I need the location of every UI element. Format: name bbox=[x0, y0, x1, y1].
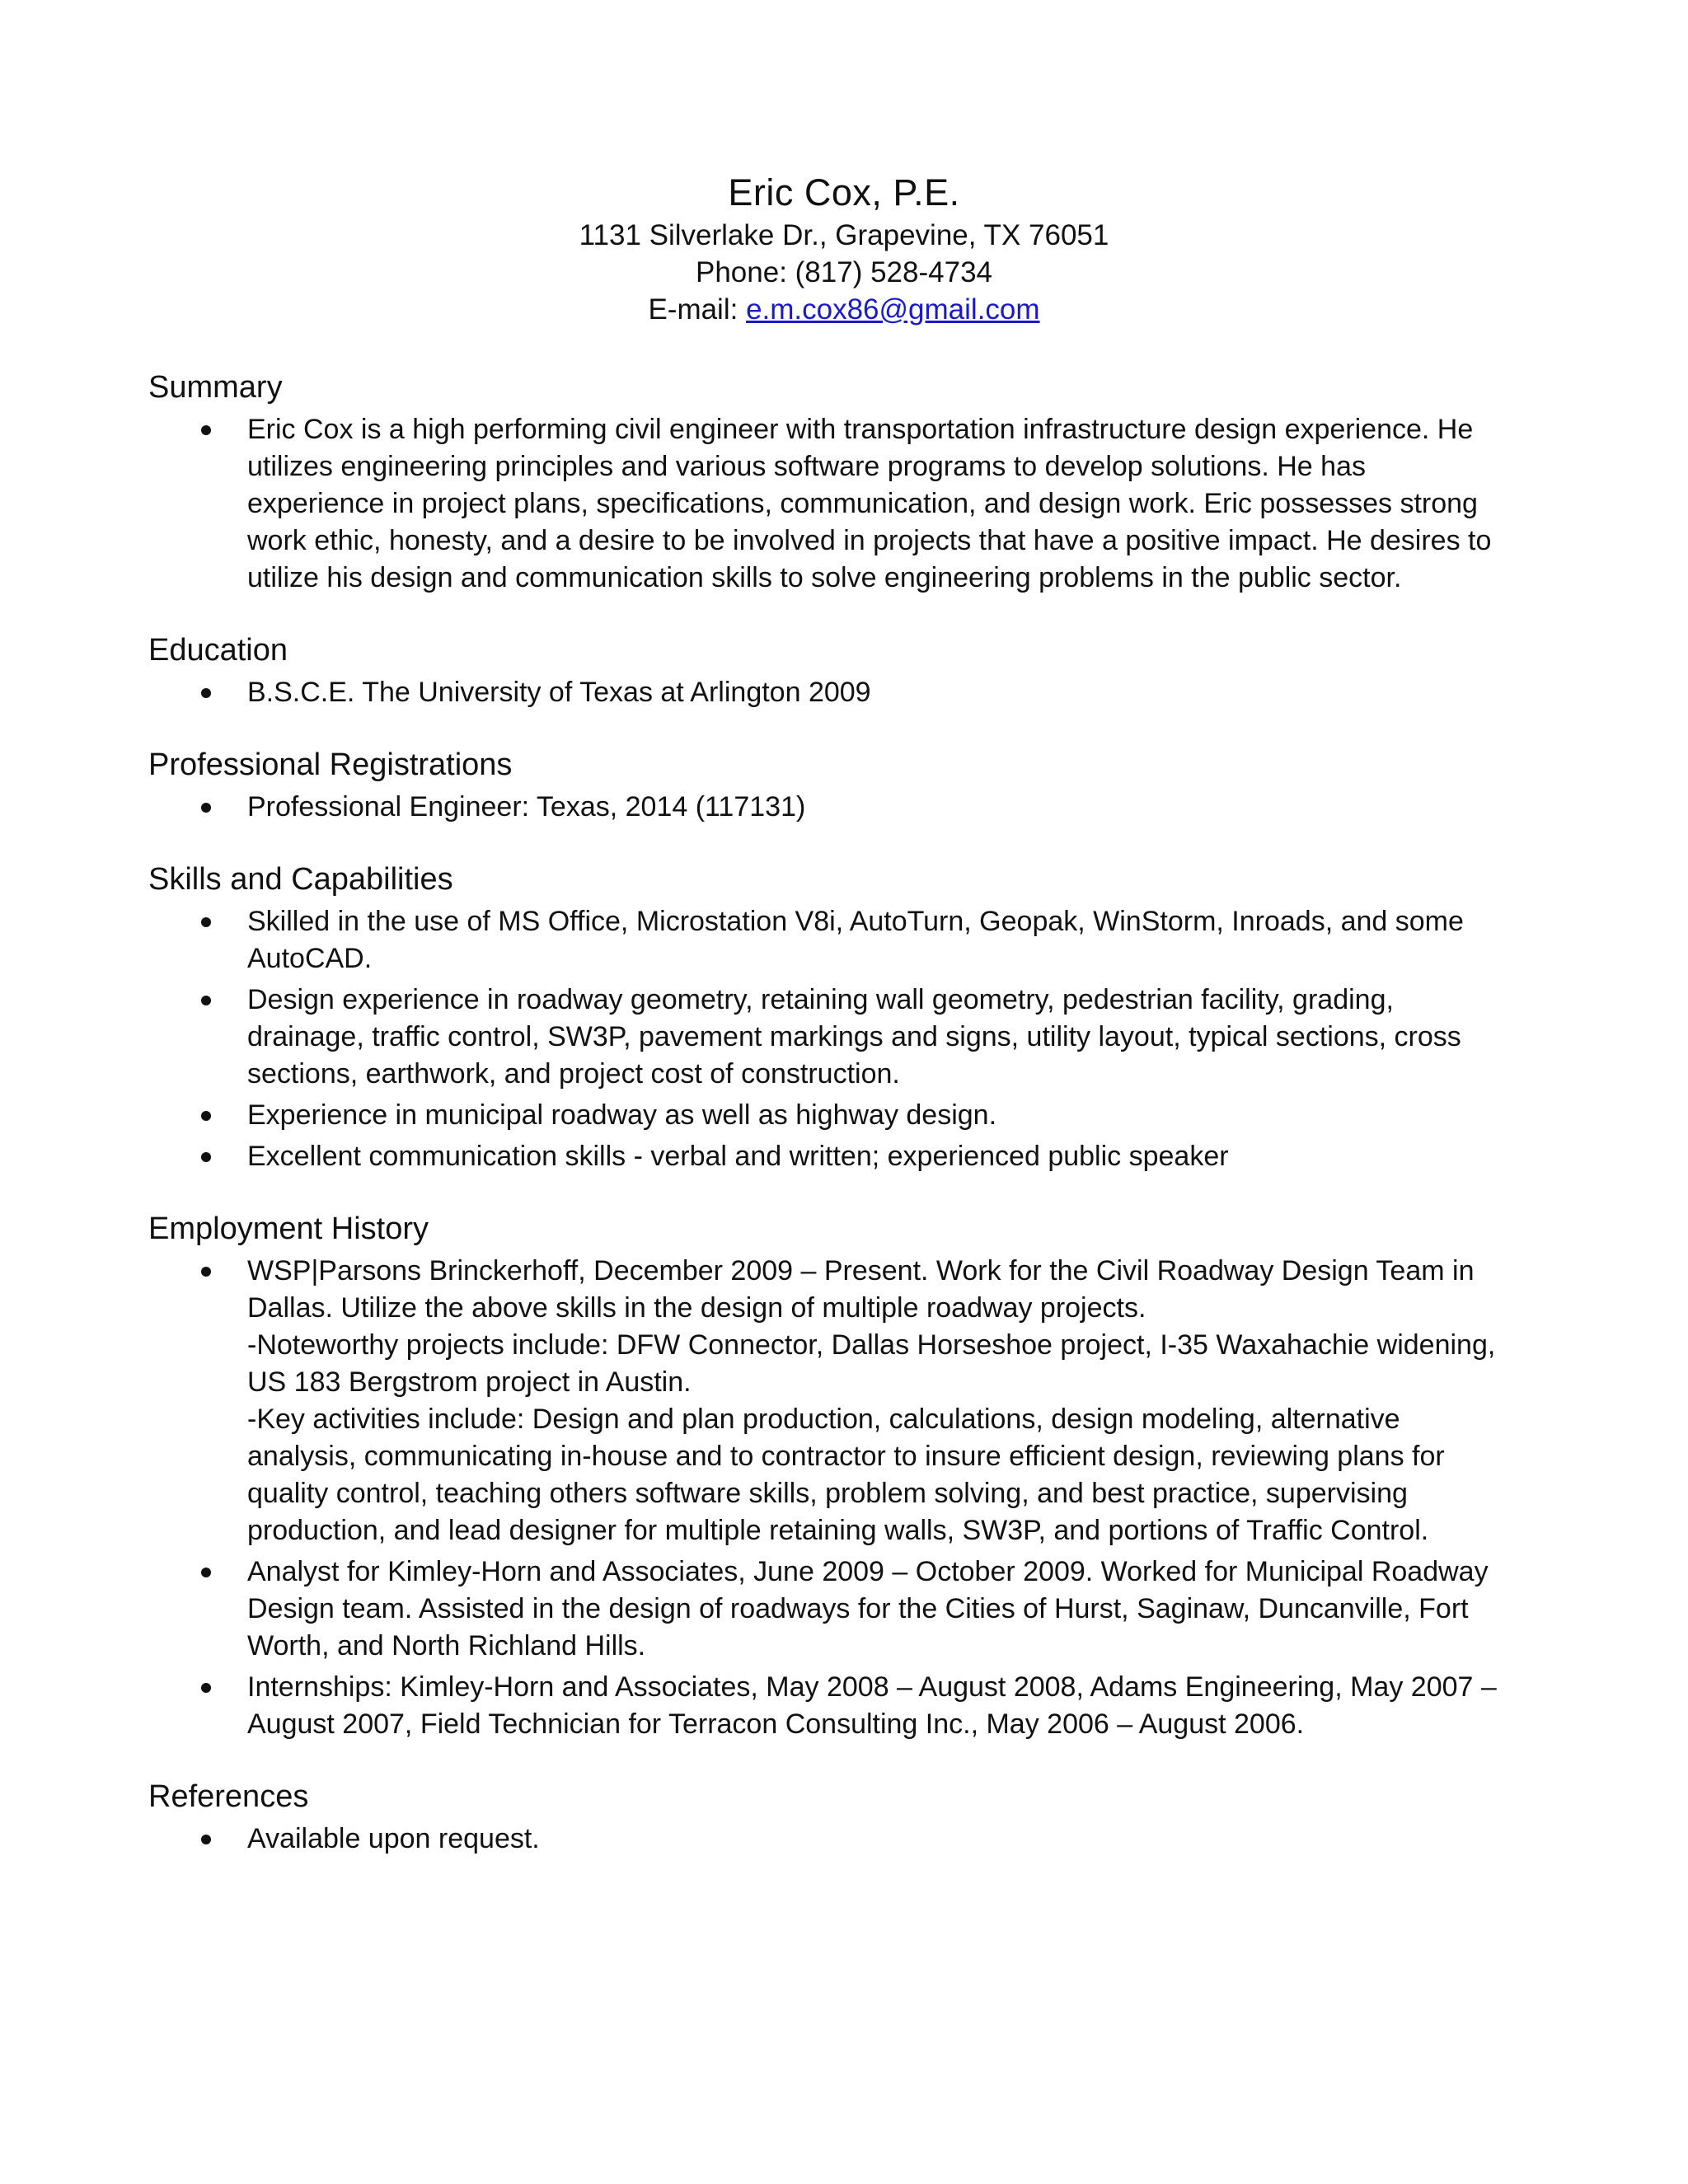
list-item bbox=[148, 1669, 1508, 1743]
list-item-text: Experience in municipal roadway as well as highway design. bbox=[247, 1099, 997, 1131]
wsp-activities-text: -Key activities include: Design and plan production, calculations, design modeling, alternative analysis, communicating in-house and to contractor to insure efficient design, reviewing plans for quality control, teaching others software skills, problem solving, and best practice, supervising production, and lead designer for multiple retaining walls, SW3P, and portions of Traffic Control. bbox=[247, 1404, 1445, 1546]
bullet-icon bbox=[201, 425, 211, 435]
email-link[interactable]: e.m.cox86@gmail.com bbox=[746, 293, 1040, 326]
list-item-text: Professional Engineer: Texas, 2014 (117131) bbox=[247, 791, 806, 823]
email-line bbox=[0, 291, 1688, 328]
employment-list bbox=[148, 1253, 1508, 1743]
references-section bbox=[148, 1776, 1508, 1858]
wsp-projects-text: -Noteworthy projects include: DFW Connector, Dallas Horseshoe project, I-35 Waxahachie widening, US 183 Bergstrom project in Austin. bbox=[247, 1329, 1496, 1398]
list-item-text: Available upon request. bbox=[247, 1823, 540, 1854]
bullet-icon bbox=[201, 1152, 211, 1162]
resume-header bbox=[0, 169, 1688, 328]
references-list bbox=[148, 1821, 1508, 1858]
section-title-references: References bbox=[148, 1779, 309, 1814]
list-item-text: Skilled in the use of MS Office, Microstation V8i, AutoTurn, Geopak, WinStorm, Inroads, and some AutoCAD. bbox=[247, 906, 1464, 974]
phone-line: Phone: (817) 528-4734 bbox=[696, 256, 992, 288]
summary-section bbox=[148, 367, 1508, 597]
section-title-skills: Skills and Capabilities bbox=[148, 862, 453, 897]
wsp-intro-text: WSP|Parsons Brinckerhoff, December 2009 – Present. Work for the Civil Roadway Design Team in Dallas. Utilize the above skills in the design of multiple roadway projects. bbox=[247, 1255, 1475, 1324]
list-item bbox=[148, 411, 1508, 597]
list-item-text: Eric Cox is a high performing civil engineer with transportation infrastructure design experience. He utilizes engineering principles and various software programs to develop solutions. He has experience in project plans, specifications, communication, and design work. Eric possesses strong work ethic, honesty, and a desire to be involved in projects that have a positive impact. He desires to utilize his design and communication skills to solve engineering problems in the public sector. bbox=[247, 414, 1492, 593]
list-item bbox=[148, 1138, 1508, 1175]
section-title-summary: Summary bbox=[148, 370, 283, 405]
skills-list bbox=[148, 903, 1508, 1175]
candidate-name: Eric Cox, P.E. bbox=[728, 171, 960, 213]
employment-section bbox=[148, 1208, 1508, 1743]
resume-body bbox=[148, 367, 1508, 1891]
list-item bbox=[148, 674, 1508, 711]
registrations-list bbox=[148, 789, 1508, 826]
bullet-icon bbox=[201, 1111, 211, 1121]
section-title-education: Education bbox=[148, 633, 288, 668]
bullet-icon bbox=[201, 1568, 211, 1577]
bullet-icon bbox=[201, 688, 211, 698]
bullet-icon bbox=[201, 917, 211, 927]
list-item bbox=[148, 1821, 1508, 1858]
education-list bbox=[148, 674, 1508, 711]
address-line: 1131 Silverlake Dr., Grapevine, TX 76051 bbox=[579, 219, 1109, 251]
list-item bbox=[148, 982, 1508, 1093]
registrations-section bbox=[148, 744, 1508, 826]
list-item bbox=[148, 1097, 1508, 1134]
list-item bbox=[148, 903, 1508, 977]
list-item-text: B.S.C.E. The University of Texas at Arlington 2009 bbox=[247, 677, 871, 708]
list-item bbox=[148, 1253, 1508, 1549]
list-item-text: Analyst for Kimley-Horn and Associates, June 2009 – October 2009. Worked for Municipal Roadway Design team. Assisted in the design of roadways for the Cities of Hurst, Saginaw, Duncanville, Fort Worth, and North Richland Hills. bbox=[247, 1556, 1489, 1661]
list-item bbox=[148, 1554, 1508, 1665]
list-item bbox=[148, 789, 1508, 826]
bullet-icon bbox=[201, 1267, 211, 1277]
email-label: E-mail: bbox=[648, 293, 747, 326]
list-item-text: Design experience in roadway geometry, retaining wall geometry, pedestrian facility, grading, drainage, traffic control, SW3P, pavement markings and signs, utility layout, typical sections, cross sections, earthwork, and project cost of construction. bbox=[247, 984, 1461, 1090]
bullet-icon bbox=[201, 1683, 211, 1693]
section-title-registrations: Professional Registrations bbox=[148, 748, 513, 782]
skills-section bbox=[148, 859, 1508, 1175]
bullet-icon bbox=[201, 996, 211, 1005]
section-title-employment: Employment History bbox=[148, 1212, 429, 1246]
list-item-text: Excellent communication skills - verbal and written; experienced public speaker bbox=[247, 1141, 1229, 1172]
list-item-text: Internships: Kimley-Horn and Associates, May 2008 – August 2008, Adams Engineering, May 2007 – August 2007, Field Technician for Terracon Consulting Inc., May 2006 – August 2006. bbox=[247, 1671, 1497, 1740]
bullet-icon bbox=[201, 1835, 211, 1844]
education-section bbox=[148, 630, 1508, 711]
summary-list bbox=[148, 411, 1508, 597]
bullet-icon bbox=[201, 803, 211, 813]
